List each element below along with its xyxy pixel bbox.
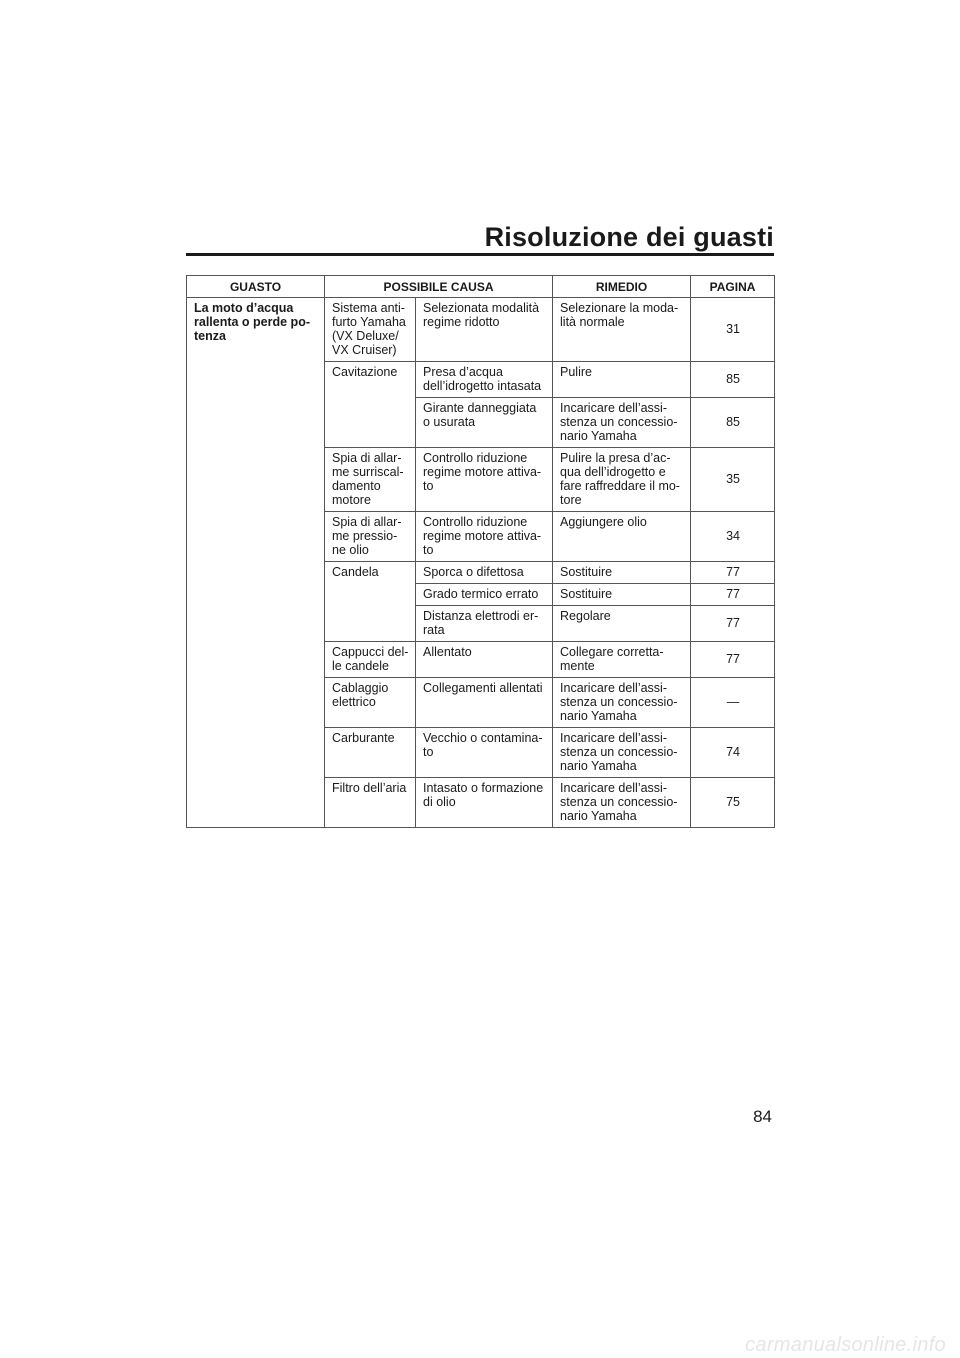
page-number: 84	[753, 1107, 772, 1126]
detail-cell: Collegamenti allentati	[416, 678, 553, 728]
page-title: Risoluzione dei guasti	[484, 222, 774, 252]
detail-cell: Girante danneggiata o usurata	[416, 398, 553, 448]
troubleshooting-table	[186, 275, 775, 828]
detail-cell: Vecchio o contamina- to	[416, 728, 553, 778]
cause-cell: Cavitazione	[325, 362, 416, 448]
cause-cell: Spia di allar- me surriscal- damento motore	[325, 448, 416, 512]
page-cell: 85	[691, 398, 775, 448]
table-row	[187, 298, 775, 362]
detail-cell: Distanza elettrodi er- rata	[416, 606, 553, 642]
cause-cell: Carburante	[325, 728, 416, 778]
remedy-cell: Pulire	[553, 362, 691, 398]
page-cell: 75	[691, 778, 775, 828]
cause-cell: Cablaggio elettrico	[325, 678, 416, 728]
page-cell: 85	[691, 362, 775, 398]
remedy-cell: Regolare	[553, 606, 691, 642]
remedy-cell: Incaricare dell’assi- stenza un concessio- nario Yamaha	[553, 778, 691, 828]
watermark: carmanualsonline.info	[745, 1334, 946, 1356]
remedy-cell: Sostituire	[553, 584, 691, 606]
header-fault: GUASTO	[187, 276, 325, 298]
remedy-cell: Collegare corretta- mente	[553, 642, 691, 678]
detail-cell: Controllo riduzione regime motore attiva- to	[416, 512, 553, 562]
header-cause: POSSIBILE CAUSA	[325, 276, 553, 298]
remedy-cell: Aggiungere olio	[553, 512, 691, 562]
remedy-cell: Incaricare dell’assi- stenza un concessio- nario Yamaha	[553, 398, 691, 448]
cause-cell: Cappucci del- le candele	[325, 642, 416, 678]
remedy-cell: Incaricare dell’assi- stenza un concessio- nario Yamaha	[553, 728, 691, 778]
detail-cell: Selezionata modalità regime ridotto	[416, 298, 553, 362]
detail-cell: Controllo riduzione regime motore attiva- to	[416, 448, 553, 512]
cause-cell: Candela	[325, 562, 416, 642]
page-cell: —	[691, 678, 775, 728]
fault-cell: La moto d’acqua rallenta o perde po- tenza	[187, 298, 325, 828]
cause-cell: Sistema anti- furto Yamaha (VX Deluxe/ VX Cruiser)	[325, 298, 416, 362]
remedy-cell: Pulire la presa d’ac- qua dell’idrogetto e fare raffreddare il mo- tore	[553, 448, 691, 512]
title-rule	[186, 253, 774, 256]
detail-cell: Allentato	[416, 642, 553, 678]
header-page: PAGINA	[691, 276, 775, 298]
cause-cell: Filtro dell’aria	[325, 778, 416, 828]
page-cell: 77	[691, 562, 775, 584]
remedy-cell: Selezionare la moda- lità normale	[553, 298, 691, 362]
page-cell: 74	[691, 728, 775, 778]
page-cell: 35	[691, 448, 775, 512]
page-cell: 77	[691, 642, 775, 678]
remedy-cell: Incaricare dell’assi- stenza un concessio- nario Yamaha	[553, 678, 691, 728]
table-header-row	[187, 276, 775, 298]
detail-cell: Sporca o difettosa	[416, 562, 553, 584]
cause-cell: Spia di allar- me pressio- ne olio	[325, 512, 416, 562]
detail-cell: Grado termico errato	[416, 584, 553, 606]
remedy-cell: Sostituire	[553, 562, 691, 584]
page-cell: 34	[691, 512, 775, 562]
detail-cell: Presa d’acqua dell’idrogetto intasata	[416, 362, 553, 398]
detail-cell: Intasato o formazione di olio	[416, 778, 553, 828]
page-cell: 31	[691, 298, 775, 362]
header-remedy: RIMEDIO	[553, 276, 691, 298]
page-cell: 77	[691, 606, 775, 642]
page-cell: 77	[691, 584, 775, 606]
